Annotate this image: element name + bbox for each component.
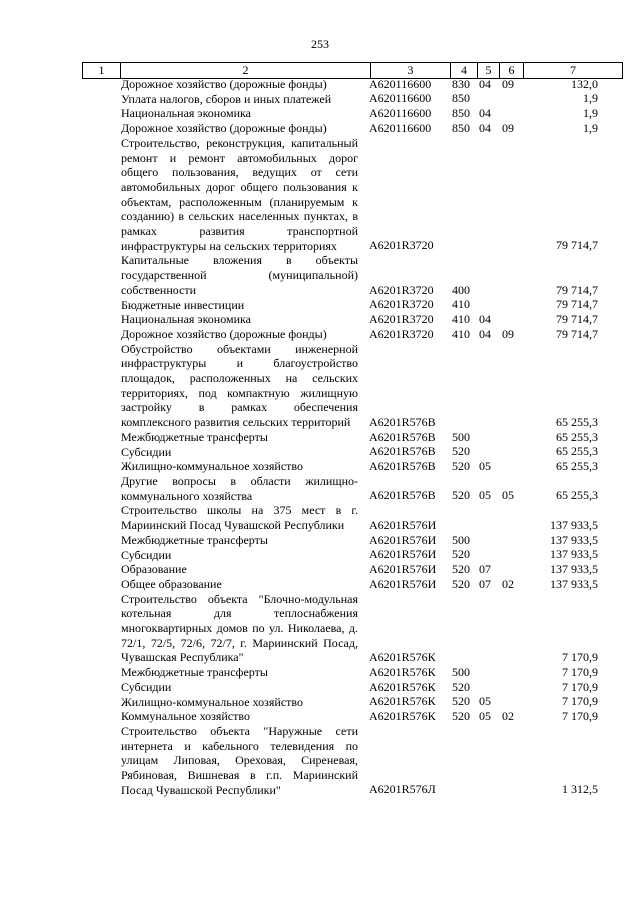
row-amount: 137 933,5 (550, 561, 598, 576)
row-amount: 65 255,3 (556, 414, 598, 429)
row-amount: 79 714,7 (556, 297, 598, 312)
row-target-code: А620116600 (369, 106, 432, 121)
row-section: 05 (479, 458, 491, 473)
row-amount: 7 170,9 (562, 664, 598, 679)
table-row (0, 503, 640, 532)
row-name: Строительство школы на 375 мест в г. Мариинский Посад Чувашской Республики (121, 503, 358, 533)
row-target-code: А6201R3720 (369, 326, 434, 341)
row-expense-type: 520 (452, 708, 470, 723)
row-target-code: А620116600 (369, 76, 432, 91)
column-header-7: 7 (523, 63, 623, 78)
row-name: Уплата налогов, сборов и иных платежей (121, 91, 332, 106)
row-section: 04 (479, 76, 491, 91)
row-amount: 137 933,5 (550, 532, 598, 547)
row-name: Строительство, реконструкция, капитальный ремонт и ремонт автомобильных дорог общего пользования, ведущих от сети автомобильных дорог общего пользования к объектам, расположенным (планируемым к созданию) в сельских населенных пунктах, в рамках развития транспортной инфраструктуры на сельских территориях (121, 135, 358, 253)
row-subsection: 02 (502, 708, 514, 723)
row-amount: 132,0 (571, 76, 598, 91)
row-amount: 1,9 (583, 91, 598, 106)
column-header-2: 2 (120, 63, 370, 78)
row-expense-type: 520 (452, 488, 470, 503)
row-expense-type: 520 (452, 576, 470, 591)
row-section: 04 (479, 311, 491, 326)
row-name: Обустройство объектами инженерной инфраструктуры и благоустройство площадок, расположенных на сельских территориях, под компактную жилищную застройку в рамках обеспечения комплексного развития сельских территорий (121, 341, 358, 430)
row-name: Межбюджетные трансферты (121, 429, 268, 444)
row-amount: 65 255,3 (556, 444, 598, 459)
row-name: Коммунальное хозяйство (121, 709, 250, 724)
row-amount: 1,9 (583, 120, 598, 135)
row-expense-type: 410 (452, 326, 470, 341)
row-subsection: 09 (502, 76, 514, 91)
row-subsection: 02 (502, 576, 514, 591)
row-expense-type: 850 (452, 91, 470, 106)
column-header-6: 6 (499, 63, 523, 78)
row-expense-type: 520 (452, 547, 470, 562)
table-row (0, 548, 640, 563)
row-name: Дорожное хозяйство (дорожные фонды) (121, 326, 327, 341)
row-name: Субсидии (121, 444, 172, 459)
row-amount: 137 933,5 (550, 517, 598, 532)
row-section: 04 (479, 326, 491, 341)
column-header-4: 4 (450, 63, 477, 78)
row-name: Бюджетные инвестиции (121, 297, 245, 312)
row-amount: 7 170,9 (562, 708, 598, 723)
row-target-code: А6201R576И (369, 517, 437, 532)
row-expense-type: 520 (452, 561, 470, 576)
table-row (0, 253, 640, 297)
row-name: Дорожное хозяйство (дорожные фонды) (121, 77, 327, 91)
row-target-code: А6201R576И (369, 561, 437, 576)
column-header-3: 3 (370, 63, 450, 78)
row-name: Образование (121, 562, 187, 577)
row-target-code: А6201R576К (369, 650, 436, 665)
row-name: Строительство объекта "Блочно-модульная котельная для теплоснабжения многоквартирных домов по ул. Николаева, д. 72/1, 72/5, 72/6, 72/7, г. Мариинский Посад, Чувашская Республика" (121, 591, 358, 665)
row-subsection: 09 (502, 326, 514, 341)
row-amount: 79 714,7 (556, 238, 598, 253)
table-row (0, 77, 640, 92)
row-section: 07 (479, 561, 491, 576)
row-expense-type: 520 (452, 444, 470, 459)
row-target-code: А6201R3720 (369, 297, 434, 312)
row-expense-type: 400 (452, 282, 470, 297)
table-row (0, 136, 640, 254)
row-target-code: А6201R576И (369, 547, 437, 562)
column-header-1: 1 (82, 63, 120, 78)
row-target-code: А6201R3720 (369, 238, 434, 253)
row-target-code: А6201R576К (369, 694, 436, 709)
table-row (0, 665, 640, 680)
row-subsection: 05 (502, 488, 514, 503)
row-name: Строительство объекта "Наружные сети интернета и кабельного телевидения по улицам Липовая, Ореховая, Сиреневая, Рябиновая, Вишневая в г.п. Мариинский Посад Чувашской Республики" (121, 723, 358, 797)
table-row (0, 312, 640, 327)
row-amount: 1,9 (583, 106, 598, 121)
row-amount: 79 714,7 (556, 326, 598, 341)
table-row (0, 430, 640, 445)
table-row (0, 695, 640, 710)
row-amount: 7 170,9 (562, 650, 598, 665)
table-row (0, 533, 640, 548)
row-section: 05 (479, 694, 491, 709)
row-section: 05 (479, 488, 491, 503)
row-section: 04 (479, 120, 491, 135)
row-name: Другие вопросы в области жилищно-коммунального хозяйства (121, 473, 358, 503)
table-row (0, 445, 640, 460)
row-target-code: А6201R576Л (369, 782, 436, 797)
row-expense-type: 410 (452, 311, 470, 326)
table-row (0, 577, 640, 592)
row-target-code: А6201R576К (369, 679, 436, 694)
row-amount: 65 255,3 (556, 488, 598, 503)
table-row (0, 459, 640, 474)
row-expense-type: 520 (452, 679, 470, 694)
table-row (0, 562, 640, 577)
row-section: 07 (479, 576, 491, 591)
row-expense-type: 850 (452, 120, 470, 135)
row-name: Капитальные вложения в объекты государственной (муниципальной) собственности (121, 253, 358, 297)
row-name: Субсидии (121, 679, 172, 694)
row-target-code: А6201R3720 (369, 311, 434, 326)
table-row (0, 592, 640, 666)
column-header-5: 5 (477, 63, 499, 78)
row-name: Общее образование (121, 576, 222, 591)
row-amount: 7 170,9 (562, 679, 598, 694)
row-section: 04 (479, 106, 491, 121)
row-name: Национальная экономика (121, 106, 251, 121)
row-expense-type: 500 (452, 664, 470, 679)
table-row (0, 680, 640, 695)
table-row (0, 121, 640, 136)
row-target-code: А6201R576И (369, 532, 437, 547)
table-row (0, 342, 640, 430)
table-row (0, 724, 640, 798)
row-target-code: А6201R576К (369, 708, 436, 723)
row-amount: 65 255,3 (556, 458, 598, 473)
row-amount: 79 714,7 (556, 311, 598, 326)
table-row (0, 474, 640, 503)
row-expense-type: 500 (452, 429, 470, 444)
row-section: 05 (479, 708, 491, 723)
table-row (0, 327, 640, 342)
row-amount: 79 714,7 (556, 282, 598, 297)
row-expense-type: 500 (452, 532, 470, 547)
table-body (0, 77, 640, 797)
row-target-code: А6201R576В (369, 429, 436, 444)
row-expense-type: 520 (452, 458, 470, 473)
row-name: Жилищно-коммунальное хозяйство (121, 694, 304, 709)
row-expense-type: 830 (452, 76, 470, 91)
row-name: Межбюджетные трансферты (121, 532, 268, 547)
row-amount: 1 312,5 (562, 782, 598, 797)
row-expense-type: 520 (452, 694, 470, 709)
row-target-code: А6201R3720 (369, 282, 434, 297)
row-name: Жилищно-коммунальное хозяйство (121, 459, 304, 474)
row-target-code: А620116600 (369, 91, 432, 106)
row-name: Национальная экономика (121, 312, 251, 327)
table-row (0, 106, 640, 121)
row-subsection: 09 (502, 120, 514, 135)
row-name: Субсидии (121, 547, 172, 562)
row-target-code: А6201R576В (369, 414, 436, 429)
row-amount: 137 933,5 (550, 576, 598, 591)
row-target-code: А6201R576В (369, 488, 436, 503)
row-amount: 7 170,9 (562, 694, 598, 709)
table-row (0, 709, 640, 724)
row-target-code: А6201R576В (369, 458, 436, 473)
row-target-code: А6201R576В (369, 444, 436, 459)
row-name: Дорожное хозяйство (дорожные фонды) (121, 121, 327, 136)
table-row (0, 92, 640, 107)
row-expense-type: 410 (452, 297, 470, 312)
row-target-code: А6201R576К (369, 664, 436, 679)
table-row (0, 298, 640, 313)
row-target-code: А620116600 (369, 120, 432, 135)
row-target-code: А6201R576И (369, 576, 437, 591)
row-expense-type: 850 (452, 106, 470, 121)
row-amount: 65 255,3 (556, 429, 598, 444)
row-amount: 137 933,5 (550, 547, 598, 562)
page-number: 253 (311, 37, 329, 51)
row-name: Межбюджетные трансферты (121, 665, 268, 680)
